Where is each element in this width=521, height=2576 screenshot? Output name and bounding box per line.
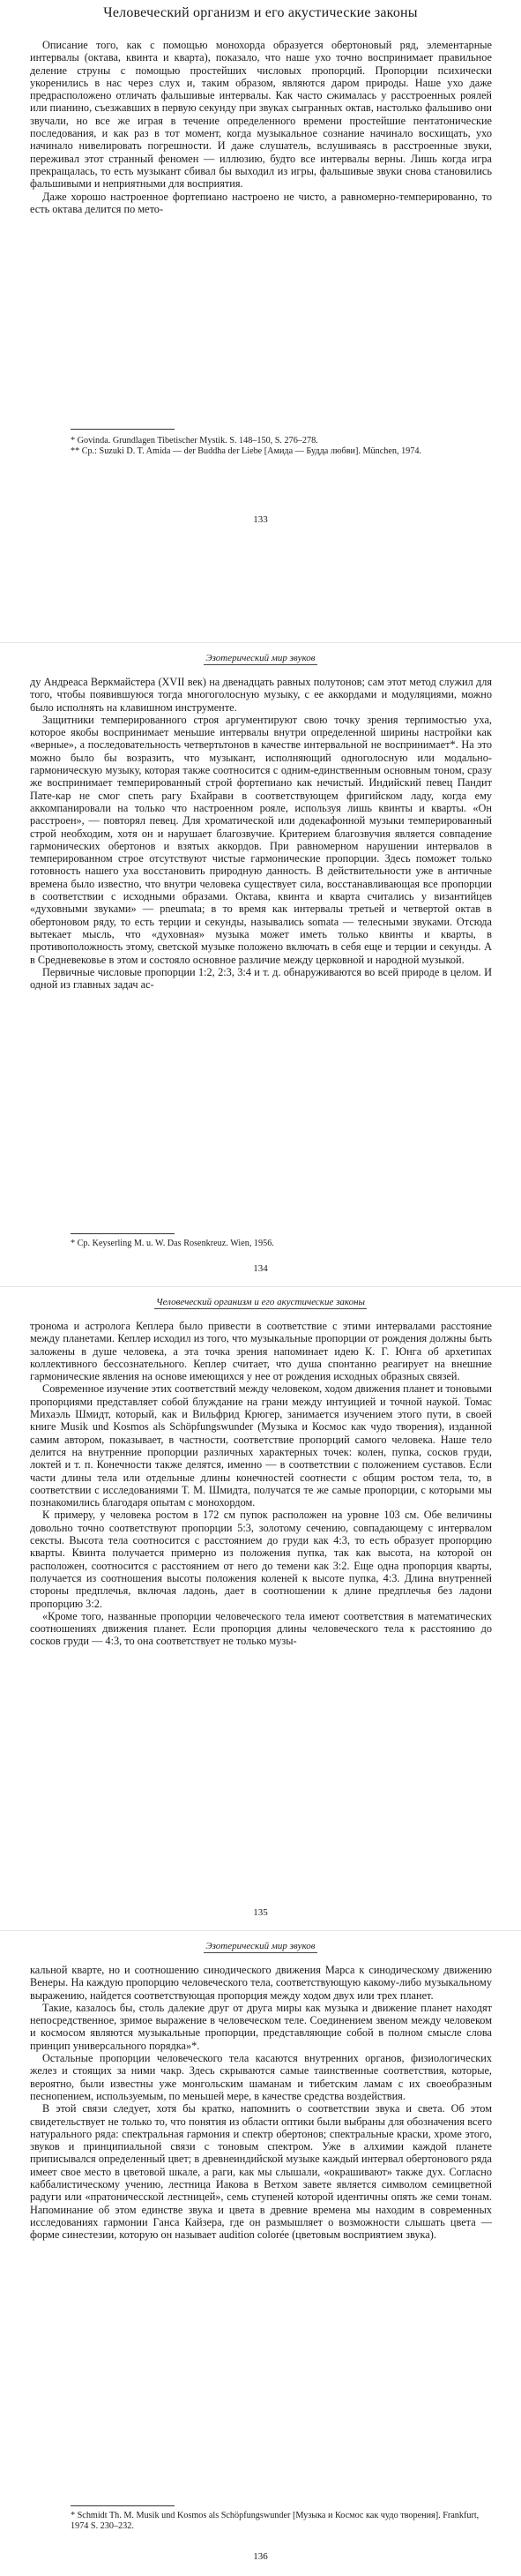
paragraph: тронома и астролога Кеплера было привести в соответствие с этими интервалами расстояние между планетами. Кеплер исходил из того, что музыкальные пропорции от рождения должны быть заложены в душе человека, а эта точка зрения напоминает идею К. Г. Юнга об архетипах коллективного бессознательного. Кеплер считает, что душа спонтанно реагирует на внешние гармонические явления на основе имеющихся у нее от рождения исходных образных связей. — [30, 1320, 492, 1383]
page-134 — [0, 644, 521, 1288]
body-text — [30, 1964, 492, 2242]
paragraph: Описание того, как с помощью монохорда образуется обертоновый ряд, элементарные интервалы (октава, квинта и кварта), показало, что наше ухо точно воспринимает правильное деление струны с помощью простейших числовых пропорций. Пропорции психически укоренились в нас через слух и, таким образом, являются даром природы. Наше ухо даже предрасположено отличать фальшивые интервалы. Как часто сжималась у расстроенных роялей или пианино, съезжавших в первую секунду при звуках сыгранных октав, настолько фальшиво они звучали, но все же играя в течение определенного времени простейшие пентатонические последования, и как раз в тот момент, когда музыкальное сознание начинало восхищать, ухо начинало нивелировать погрешности. И даже слушатель, вслушиваясь в расстроенные звуки, переживал этот странный феномен — иллюзию, будто все интервалы верны. Лишь когда игра прекращалась, то есть музыкант сбивал бы выходил из игры, фальшивые звуки снова становились фальшивыми и неприятными для восприятия. — [30, 39, 492, 191]
page-divider — [0, 1286, 521, 1287]
page-divider — [0, 1930, 521, 1931]
paragraph: Остальные пропорции человеческого тела касаются внутренних органов, физиологических желез и стоящих за ними чакр. Здесь скрываются самые таинственные соответствия, которые, вероятно, были известны уже монгольским шаманам и тибетским ламам с их своеобразным песнопением, используемым, по меньшей мере, в качестве средства воздействия. — [30, 2052, 492, 2102]
page-number: 134 — [253, 1263, 268, 1274]
footnote: ** Ср.: Suzuki D. T. Amida — der Buddha der Liebe [Амида — Будда любви]. München, 1974. — [71, 446, 421, 457]
paragraph: Даже хорошо настроенное фортепиано настроено не чисто, а равномерно-темперированно, то есть октава делится по мето- — [30, 190, 492, 215]
footnotes — [71, 436, 485, 457]
footnote: * Govinda. Grundlagen Tibetischer Mystik. S. 148–150, S. 276–278. — [71, 436, 318, 446]
page-divider — [0, 642, 521, 643]
footnote-rule — [71, 2505, 175, 2506]
footnotes — [71, 1239, 485, 1249]
footnotes — [71, 2511, 485, 2532]
paragraph: «Кроме того, названные пропорции человеческого тела имеют соответствия в математических соотношениях движения планет. Если пропорция длины человеческого тела к расстоянию до сосков груди — 4:3, то она соответствует не только музы- — [30, 1609, 492, 1648]
paragraph: кальной кварте, но и соотношению синодического движения Марса к синодическому движению Венеры. На каждую пропорцию человеческого тела, соответствующую какому-либо музыкальному выражению, найдется соответствующая пропорция между ходом двух или трех планет. — [30, 1964, 492, 2002]
paragraph: К примеру, у человека ростом в 172 см пупок расположен на уровне 103 см. Обе величины довольно точно соответствуют пропорции 5:3, золотому сечению, совпадающему с интервалом сексты. Высота тела соотносится с расстоянием до груди как 4:3, то есть образует пропорцию кварты. Квинта получается примерно из положения пупка, так как высота, на которой он расположен, соотносится с расстоянием от него до темени как 3:2. Еще одна пропорция кварты, получается из соотношения высоты положения коленей к высоте пупка, 4:3. Длина внутренней стороны предплечья, включая ладонь, дает в соотношении к длине предплечья без ладони пропорцию 3:2. — [30, 1509, 492, 1610]
running-head: Эзотерический мир звуков — [205, 1941, 316, 1951]
page-136 — [0, 1932, 521, 2576]
page-number: 135 — [253, 1907, 268, 1918]
page-135 — [0, 1288, 521, 1932]
paragraph: Современное изучение этих соответствий между человеком, ходом движения планет и тоновыми пропорциями представляет собой блуждание на грани между интуицией и точной наукой. Томас Михаэль Шмидт, который, как и Вильфрид Крюгер, занимается изучением этого пути, в своей книге Musik und Kosmos als Schöpfungswunder (Музыка и Космос как чудо творения), изданной самим автором, показывает, в частности, соответствие пропорций самого человека. Наше тело делится на внутренние пропорции различных характерных точек: колен, пупка, сосков груди, локтей и т. п. Конечности также делятся, именно — в соответствии с положением суставов. Если части длины тела или отдельные длины конечностей соотнести с общим ростом тела, то, в соответствии с исследованиями Т. М. Шмидта, получатся те же самые пропорции, с которыми мы познакомились благодаря опытам с монохордом. — [30, 1382, 492, 1509]
footnote-rule — [71, 429, 175, 430]
paragraph: Первичные числовые пропорции 1:2, 2:3, 3:4 и т. д. обнаруживаются во всей природе в целом. И одной из главных задач ас- — [30, 965, 492, 992]
running-head: Человеческий организм и его акустические законы — [155, 1297, 366, 1307]
running-head: Эзотерический мир звуков — [205, 653, 316, 663]
running-head: Человеческий организм и его акустические законы — [103, 5, 418, 20]
footnote: * Ср. Keyserling M. u. W. Das Rosenkreuz. Wien, 1956. — [71, 1239, 274, 1248]
body-text — [30, 39, 492, 215]
paragraph: В этой связи следует, хотя бы кратко, напомнить о соответствии звука и света. Об этом свидетельствует не только то, что понятия из области оптики были выбраны для обозначения всего натурального ряда: спектральная гармония и спектр обертонов; спектральные краски, хроме этого, звуков и принципиальной связи с тоновым спектром. Уже в алхимии каждой планете приписывался определенный цвет; в древнеиндийской музыке каждый интервал обертонового ряда имеет свое место в цветовой шкале, а раги, как мы слышали, «окрашивают» также дух. Согласно каббалистическому учению, лестница Иакова в Ветхом завете является символом семицветной радуги или «пратоничесской лестницей», семь ступеней которой идентичны опять же семи тонам. Напоминание об этом единстве звука и цвета в древние времена мы находим в современных исследованиях гармонии Ганса Кайзера, где он размышляет о возможности слышать цвета — форме синестезии, которую он называет audition colorée (цветовым восприятием звука). — [30, 2102, 492, 2242]
page-133 — [0, 0, 521, 644]
body-text — [30, 1320, 492, 1648]
body-text — [30, 676, 492, 991]
paragraph: ду Андреаса Веркмайстера (XVII век) на двенадцать равных полутонов; сам этот метод служил для того, чтобы появившуюся тогда многоголосную музыку, с ее аккордами и модуляциями, можно было исполнять на клавишном инструменте. — [30, 676, 492, 714]
paragraph: Такие, казалось бы, столь далекие друг от друга миры как музыка и движение планет находят непосредственное, зримое выражение в человеческом теле. Соединением звеном между человеком и космосом являются музыкальные пропорции, представляющие собой в полном смысле слова принцип универсального порядка»*. — [30, 2001, 492, 2052]
footnote: * Schmidt Th. M. Musik und Kosmos als Schöpfungswunder [Музыка и Космос как чудо творения]. Frankfurt, 1974 S. 230–232. — [71, 2511, 480, 2532]
paragraph: Защитники темперированного строя аргументируют свою точку зрения терпимостью уха, которое якобы воспринимает меньшие интервалы внутри определенной ширины настройки как «верные», а последовательность четвертьтонов в качестве интервальной не воспринимает*. На это можно было бы возразить, что музыкант, исполняющий одноголосную или модально-гармоническую музыку, которая также соотносится с одним-единственным основным тоном, сразу же воспринимает темперированный строй фортепиано как нечистый. Индийский певец Пандит Пате-кар не смог спеть рагу Бхайрави в соответствующем фригийском ладу, когда ему аккомпанировали на только что настроенном рояле, используя лишь квинты и кварты. «Он расстроен», — повторял певец. Для хроматической или додекафонной музыки темперированный строй необходим, хотя он и нарушает благозвучие. Критерием благозвучия является совпадение гармонических обертонов и взятых аккордов. При равномерном нарушении интервалов в темперированном строе отсутствуют чистые гармонические пропорции. Здесь поможет только готовность нашего уха восстановить природную данность. В действительности уже в античные времена было известно, что внутри человека существует сила, восстанавливающая все пропорции в соответствии с исходными образами. Октава, квинта и кварта считались у византийцев «духовными звуками» — pneumata; в то время как интервалы третьей и четвертой октав в обертоновом ряду, то есть терции и секунды, назывались somata — телесными звуками. Отсюда вытекает мысль, что «духовная» музыка может иметь только квинты и кварты, в противоположность этому, светской музыке положено включать в себя еще и терции и секунды. А в Средневековье в этом и состояло основное различие между церковной и народной музыкой. — [30, 713, 492, 966]
footnote-rule — [71, 1233, 175, 1234]
page-number: 136 — [253, 2551, 268, 2562]
page-number: 133 — [253, 514, 268, 525]
